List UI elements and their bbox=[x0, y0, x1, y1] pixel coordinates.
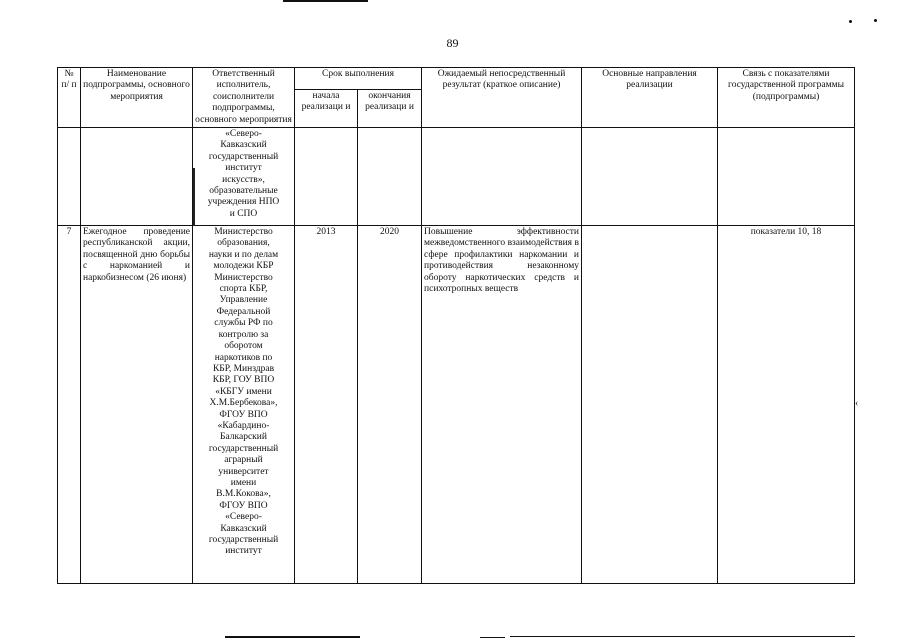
cell-directions bbox=[582, 128, 718, 226]
cell-end bbox=[358, 128, 422, 226]
cell-link: показатели 10, 18 bbox=[718, 226, 855, 584]
cell-num bbox=[58, 128, 81, 226]
header-term-start: начала реализаци и bbox=[295, 89, 358, 128]
cell-directions bbox=[582, 226, 718, 584]
cell-name: Ежегодное проведение республиканской акции, посвященной дню борьбы с наркоманией и наркобизнесом (26 июня) bbox=[81, 226, 193, 584]
header-link: Связь с показателями государственной программы (подпрограммы) bbox=[718, 68, 855, 128]
header-executor: Ответственный исполнитель, соисполнители подпрограммы, основного мероприятия bbox=[193, 68, 295, 128]
table-row-7 bbox=[58, 226, 855, 584]
table-row-continuation bbox=[58, 128, 855, 226]
header-term: Срок выполнения bbox=[295, 68, 422, 90]
cell-link bbox=[718, 128, 855, 226]
cell-name bbox=[81, 128, 193, 226]
cell-executor: «Северо- Кавказский государственный институт искусств», образовательные учреждения НПО и СПО bbox=[193, 128, 295, 226]
cell-start: 2013 bbox=[295, 226, 358, 584]
cell-result: Повышение эффективности межведомственного взаимодействия в сфере профилактики наркомании и противодействия незаконному обороту наркотических средств и психотропных веществ bbox=[422, 226, 582, 584]
scan-artifact-line-bottom bbox=[510, 636, 855, 637]
cell-executor: Министерство образования, науки и по делам молодежи КБР Министерство спорта КБР, Управление Федеральной службы РФ по контролю за оборотом наркотиков по КБР, Минздрав КБР, ГОУ ВПО «КБГУ имени Х.М.Бербекова», ФГОУ ВПО «Кабардино- Балкарский государственный аграрный университет имени В.М.Кокова», ФГОУ ВПО «Северо- Кавказский государственный институт bbox=[193, 226, 295, 584]
program-activities-table bbox=[57, 67, 855, 584]
header-term-end: окончания реализаци и bbox=[358, 89, 422, 128]
scan-artifact-line-top bbox=[283, 0, 368, 2]
header-row bbox=[58, 68, 855, 90]
scan-artifact-margin-mark bbox=[193, 168, 195, 226]
scan-artifact-dot bbox=[874, 19, 877, 22]
scan-artifact-line-bottom bbox=[225, 636, 360, 638]
header-name: Наименование подпрограммы, основного мероприятия bbox=[81, 68, 193, 128]
cell-start bbox=[295, 128, 358, 226]
header-directions: Основные направления реализации bbox=[582, 68, 718, 128]
header-num: № п/ п bbox=[58, 68, 81, 128]
page-number: 89 bbox=[446, 36, 459, 50]
cell-num: 7 bbox=[58, 226, 81, 584]
scan-artifact-tick: ‹ bbox=[855, 398, 859, 409]
cell-result bbox=[422, 128, 582, 226]
cell-end: 2020 bbox=[358, 226, 422, 584]
header-result: Ожидаемый непосредственный результат (краткое описание) bbox=[422, 68, 582, 128]
scan-artifact-dot bbox=[849, 20, 852, 23]
scan-artifact-line-bottom bbox=[480, 637, 505, 638]
